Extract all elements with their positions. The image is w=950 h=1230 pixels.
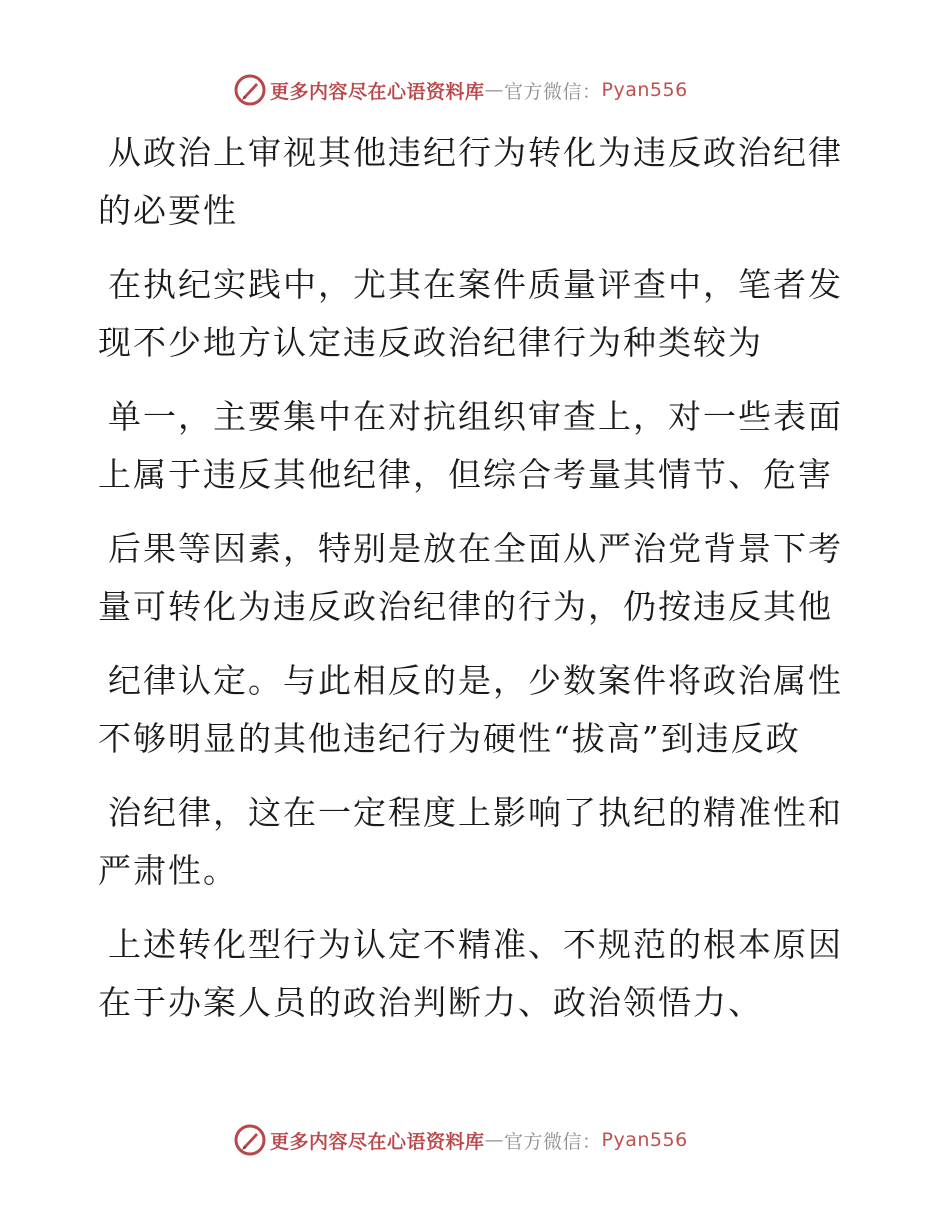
watermark-subtitle: 官方微信： xyxy=(504,1130,602,1153)
paragraph xyxy=(98,784,843,900)
paragraph xyxy=(98,916,843,1032)
text-line: 现不少地方认定违反政治纪律行为种类较为 xyxy=(98,323,763,362)
text-line: 上述转化型行为认定不精准、不规范的根本原因 xyxy=(108,925,843,964)
watermark-subtitle: 官方微信： xyxy=(504,80,602,103)
text-line: 从政治上审视其他违纪行为转化为违反政治纪律 xyxy=(108,133,843,172)
text-line: 治纪律，这在一定程度上影响了执纪的精准性和 xyxy=(108,793,843,832)
text-line: 后果等因素，特别是放在全面从严治党背景下考 xyxy=(108,529,843,568)
text-line: 在执纪实践中，尤其在案件质量评查中，笔者发 xyxy=(108,265,843,304)
paragraph xyxy=(98,388,843,504)
header-watermark xyxy=(234,72,688,108)
text-line: 上属于违反其他纪律，但综合考量其情节、危害 xyxy=(98,455,833,494)
watermark-brand: 更多内容尽在心语资料库 xyxy=(270,1130,485,1153)
text-line: 严肃性。 xyxy=(98,851,238,890)
watermark-separator: — xyxy=(484,79,505,101)
document-body xyxy=(98,124,843,1032)
text-line: 不够明显的其他违纪行为硬性“拔高”到违反政 xyxy=(98,719,801,758)
watermark-separator: — xyxy=(484,1129,505,1151)
quill-pen-logo-icon xyxy=(234,1124,266,1156)
text-line: 单一，主要集中在对抗组织审查上，对一些表面 xyxy=(108,397,843,436)
quill-pen-logo-icon xyxy=(234,74,266,106)
paragraph xyxy=(98,256,843,372)
paragraph-title xyxy=(98,124,843,240)
text-line: 纪律认定。与此相反的是，少数案件将政治属性 xyxy=(108,661,843,700)
text-line: 在于办案人员的政治判断力、政治领悟力、 xyxy=(98,983,763,1022)
watermark-wechat-id: Pyan556 xyxy=(601,1129,688,1151)
watermark-wechat-id: Pyan556 xyxy=(601,79,688,101)
paragraph xyxy=(98,520,843,636)
footer-watermark xyxy=(234,1122,688,1158)
paragraph xyxy=(98,652,843,768)
text-line: 量可转化为违反政治纪律的行为，仍按违反其他 xyxy=(98,587,833,626)
text-line: 的必要性 xyxy=(98,191,238,230)
watermark-brand: 更多内容尽在心语资料库 xyxy=(270,80,485,103)
